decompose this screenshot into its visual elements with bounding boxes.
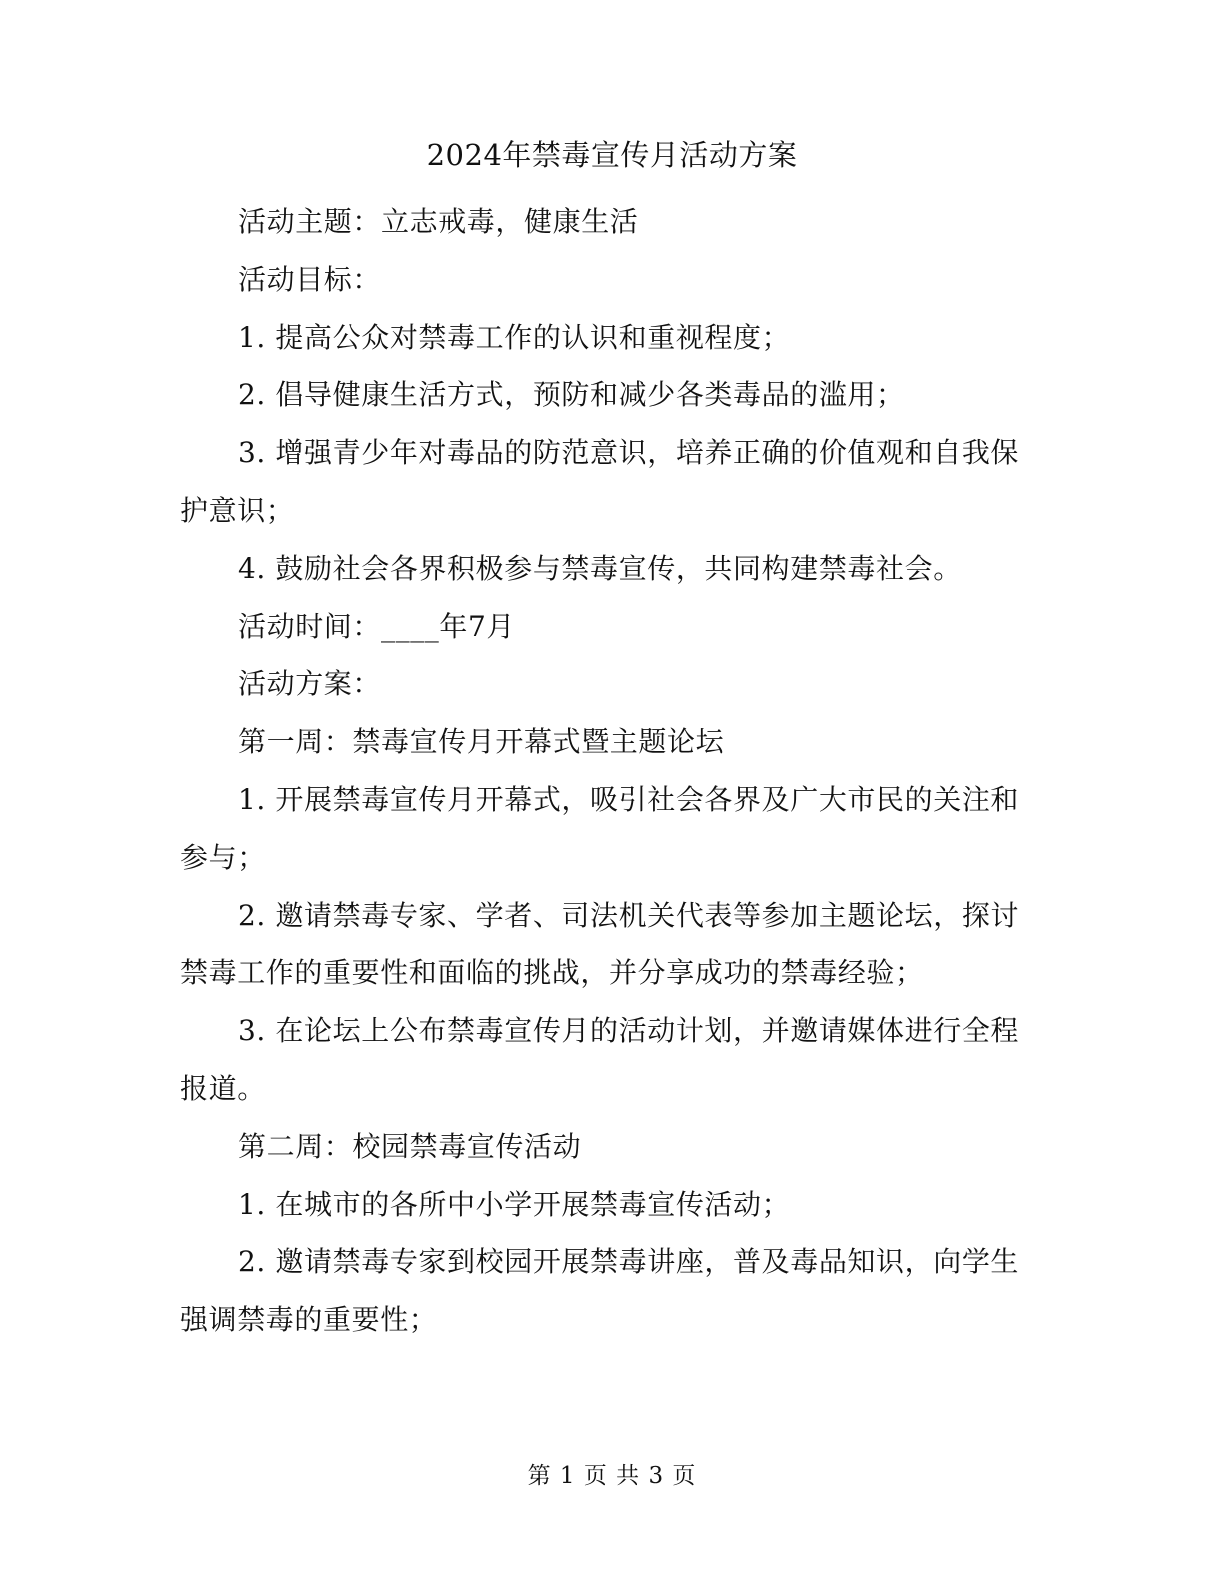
paragraph-goal-2: 2. 倡导健康生活方式，预防和减少各类毒品的滥用；	[238, 378, 905, 412]
document-title: 2024年禁毒宣传月活动方案	[426, 138, 798, 172]
paragraph-goals-heading: 活动目标：	[238, 262, 382, 296]
paragraph-week-1-item-2: 2. 邀请禁毒专家、学者、司法机关代表等参加主题论坛，探讨禁毒工作的重要性和面临的挑战，并分享成功的禁毒经验；	[180, 898, 1020, 990]
paragraph-theme: 活动主题：立志戒毒，健康生活	[238, 205, 639, 238]
page-footer: 第 1 页 共 3 页	[527, 1463, 697, 1489]
paragraph-week-1-heading: 第一周：禁毒宣传月开幕式暨主题论坛	[238, 725, 725, 759]
paragraph-goal-1: 1. 提高公众对禁毒工作的认识和重视程度；	[238, 320, 791, 354]
paragraph-week-1-item-1: 1. 开展禁毒宣传月开幕式，吸引社会各界及广大市民的关注和参与；	[180, 782, 1020, 874]
paragraph-time: 活动时间：____年7月	[238, 609, 516, 643]
paragraph-week-2-item-1: 1. 在城市的各所中小学开展禁毒宣传活动；	[238, 1187, 791, 1221]
paragraph-week-2-heading: 第二周：校园禁毒宣传活动	[238, 1129, 582, 1163]
paragraph-plan-heading: 活动方案：	[238, 667, 382, 701]
paragraph-goal-4: 4. 鼓励社会各界积极参与禁毒宣传，共同构建禁毒社会。	[238, 551, 962, 585]
paragraph-week-2-item-2: 2. 邀请禁毒专家到校园开展禁毒讲座，普及毒品知识，向学生强调禁毒的重要性；	[180, 1245, 1020, 1337]
paragraph-goal-3: 3. 增强青少年对毒品的防范意识，培养正确的价值观和自我保护意识；	[180, 436, 1020, 527]
document-body	[180, 193, 1030, 1349]
paragraph-week-1-item-3: 3. 在论坛上公布禁毒宣传月的活动计划，并邀请媒体进行全程报道。	[180, 1014, 1020, 1105]
